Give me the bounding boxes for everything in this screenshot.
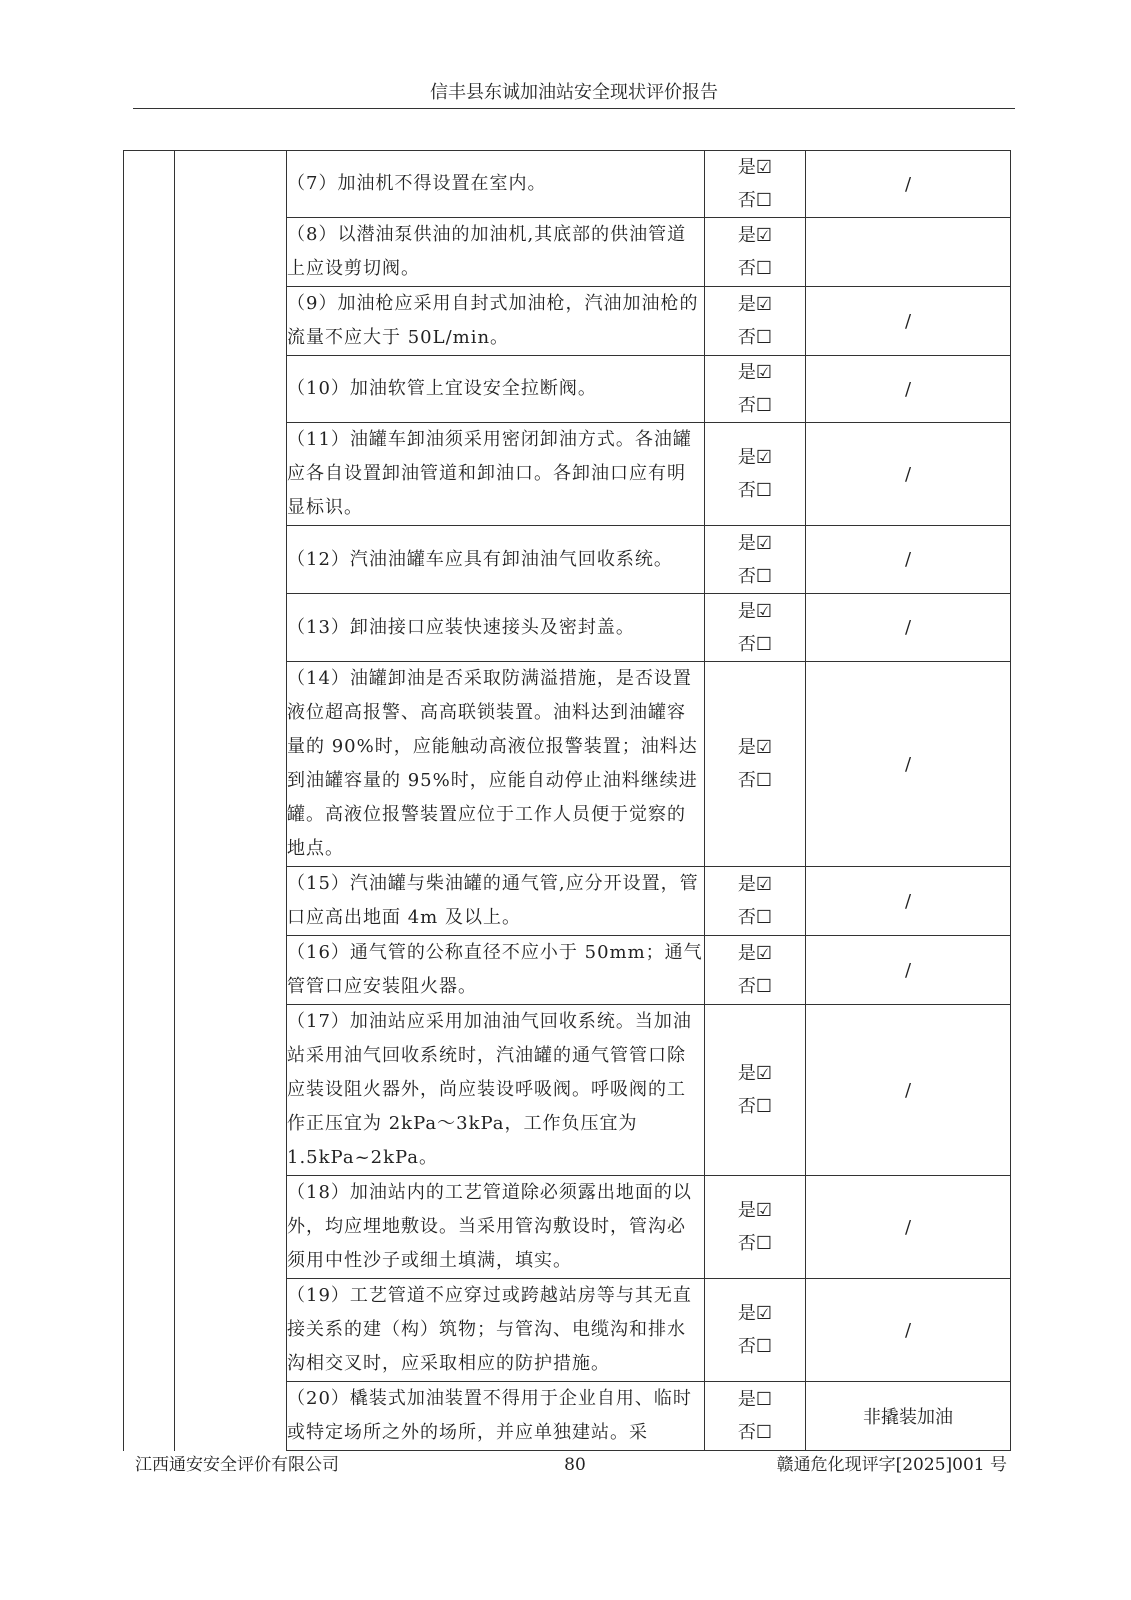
yes-checkbox-label: 是☑ — [737, 157, 773, 178]
compliance-check — [705, 1279, 806, 1382]
no-checkbox-label: 否☐ — [737, 907, 773, 928]
footer-page-number: 80 — [564, 1455, 586, 1475]
no-checkbox-label: 否☐ — [737, 1233, 773, 1254]
yes-checkbox-label: 是☑ — [737, 600, 773, 622]
result-cell: / — [806, 287, 1011, 356]
footer-company: 江西通安安全评价有限公司 — [135, 1455, 339, 1475]
compliance-check — [705, 356, 806, 423]
result-cell — [806, 218, 1011, 287]
requirement-text: （15）汽油罐与柴油罐的通气管,应分开设置，管口应高出地面 4m 及以上。 — [287, 867, 705, 936]
no-checkbox-label: 否☐ — [737, 258, 773, 279]
no-checkbox-label: 否☐ — [737, 395, 773, 416]
requirement-text: （14）油罐卸油是否采取防满溢措施，是否设置液位超高报警、高高联锁装置。油料达到油罐容量的 90%时，应能触动高液位报警装置；油料达到油罐容量的 95%时，应能自动停止油料继续进罐。高液位报警装置应位于工作人员便于觉察的地点。 — [287, 662, 705, 867]
yes-checkbox-label: 是☑ — [737, 737, 773, 758]
result-cell: / — [806, 594, 1011, 662]
requirement-text: （16）通气管的公称直径不应小于 50mm；通气管管口应安装阻火器。 — [287, 936, 705, 1005]
compliance-check — [705, 867, 806, 936]
yes-checkbox-label: 是☑ — [737, 532, 773, 554]
yes-checkbox-label: 是☐ — [737, 1389, 773, 1410]
requirement-text: （19）工艺管道不应穿过或跨越站房等与其无直接关系的建（构）筑物；与管沟、电缆沟和排水沟相交叉时，应采取相应的防护措施。 — [287, 1279, 705, 1382]
requirement-text: （13）卸油接口应装快速接头及密封盖。 — [287, 594, 705, 662]
result-cell: / — [806, 356, 1011, 423]
no-checkbox-label: 否☐ — [737, 1422, 773, 1443]
requirement-text: （7）加油机不得设置在室内。 — [287, 151, 705, 218]
compliance-check — [705, 526, 806, 594]
compliance-check — [705, 1005, 806, 1176]
yes-checkbox-label: 是☑ — [737, 1063, 773, 1084]
requirement-text: （18）加油站内的工艺管道除必须露出地面的以外，均应埋地敷设。当采用管沟敷设时，管沟必须用中性沙子或细土填满，填实。 — [287, 1176, 705, 1279]
compliance-check — [705, 423, 806, 526]
yes-checkbox-label: 是☑ — [737, 874, 773, 895]
yes-checkbox-label: 是☑ — [737, 447, 773, 468]
yes-checkbox-label: 是☑ — [737, 943, 773, 964]
subcategory-cell — [175, 151, 287, 1451]
requirement-text: （20）橇装式加油装置不得用于企业自用、临时或特定场所之外的场所，并应单独建站。采 — [287, 1382, 705, 1451]
requirement-text: （8）以潜油泵供油的加油机,其底部的供油管道上应设剪切阀。 — [287, 218, 705, 287]
page-header: 信丰县东诚加油站安全现状评价报告 — [133, 78, 1015, 109]
compliance-check — [705, 218, 806, 287]
yes-checkbox-label: 是☑ — [737, 1200, 773, 1221]
requirement-text: （17）加油站应采用加油油气回收系统。当加油站采用油气回收系统时，汽油罐的通气管管口除应装设阻火器外，尚应装设呼吸阀。呼吸阀的工作正压宜为 2kPa～3kPa，工作负压宜为 1.5kPa~2kPa。 — [287, 1005, 705, 1176]
requirement-text: （12）汽油油罐车应具有卸油油气回收系统。 — [287, 526, 705, 594]
no-checkbox-label: 否☐ — [737, 480, 773, 501]
result-cell: / — [806, 1279, 1011, 1382]
requirement-text: （9）加油枪应采用自封式加油枪，汽油加油枪的流量不应大于 50L/min。 — [287, 287, 705, 356]
footer-document-number: 赣通危化现评字[2025]001 号 — [776, 1455, 1007, 1475]
no-checkbox-label: 否☐ — [737, 1096, 773, 1117]
result-cell: / — [806, 1176, 1011, 1279]
inspection-table — [123, 150, 1011, 1451]
yes-checkbox-label: 是☑ — [737, 362, 773, 383]
no-checkbox-label: 否☐ — [737, 327, 773, 348]
result-cell: / — [806, 867, 1011, 936]
category-cell — [124, 151, 175, 1451]
compliance-check — [705, 662, 806, 867]
compliance-check — [705, 1176, 806, 1279]
result-cell: / — [806, 423, 1011, 526]
compliance-check — [705, 936, 806, 1005]
no-checkbox-label: 否☐ — [737, 976, 773, 997]
result-cell: / — [806, 936, 1011, 1005]
no-checkbox-label: 否☐ — [737, 633, 773, 655]
no-checkbox-label: 否☐ — [737, 1336, 773, 1357]
table-row — [124, 151, 1011, 218]
yes-checkbox-label: 是☑ — [737, 1303, 773, 1324]
requirement-text: （11）油罐车卸油须采用密闭卸油方式。各油罐应各自设置卸油管道和卸油口。各卸油口应有明显标识。 — [287, 423, 705, 526]
result-cell: / — [806, 662, 1011, 867]
yes-checkbox-label: 是☑ — [737, 225, 773, 246]
result-cell: 非撬装加油 — [806, 1382, 1011, 1451]
yes-checkbox-label: 是☑ — [737, 294, 773, 315]
no-checkbox-label: 否☐ — [737, 190, 773, 211]
no-checkbox-label: 否☐ — [737, 770, 773, 791]
requirement-text: （10）加油软管上宜设安全拉断阀。 — [287, 356, 705, 423]
compliance-check — [705, 1382, 806, 1451]
no-checkbox-label: 否☐ — [737, 565, 773, 587]
result-cell: / — [806, 1005, 1011, 1176]
result-cell: / — [806, 151, 1011, 218]
compliance-check — [705, 594, 806, 662]
compliance-check — [705, 151, 806, 218]
result-cell: / — [806, 526, 1011, 594]
compliance-check — [705, 287, 806, 356]
